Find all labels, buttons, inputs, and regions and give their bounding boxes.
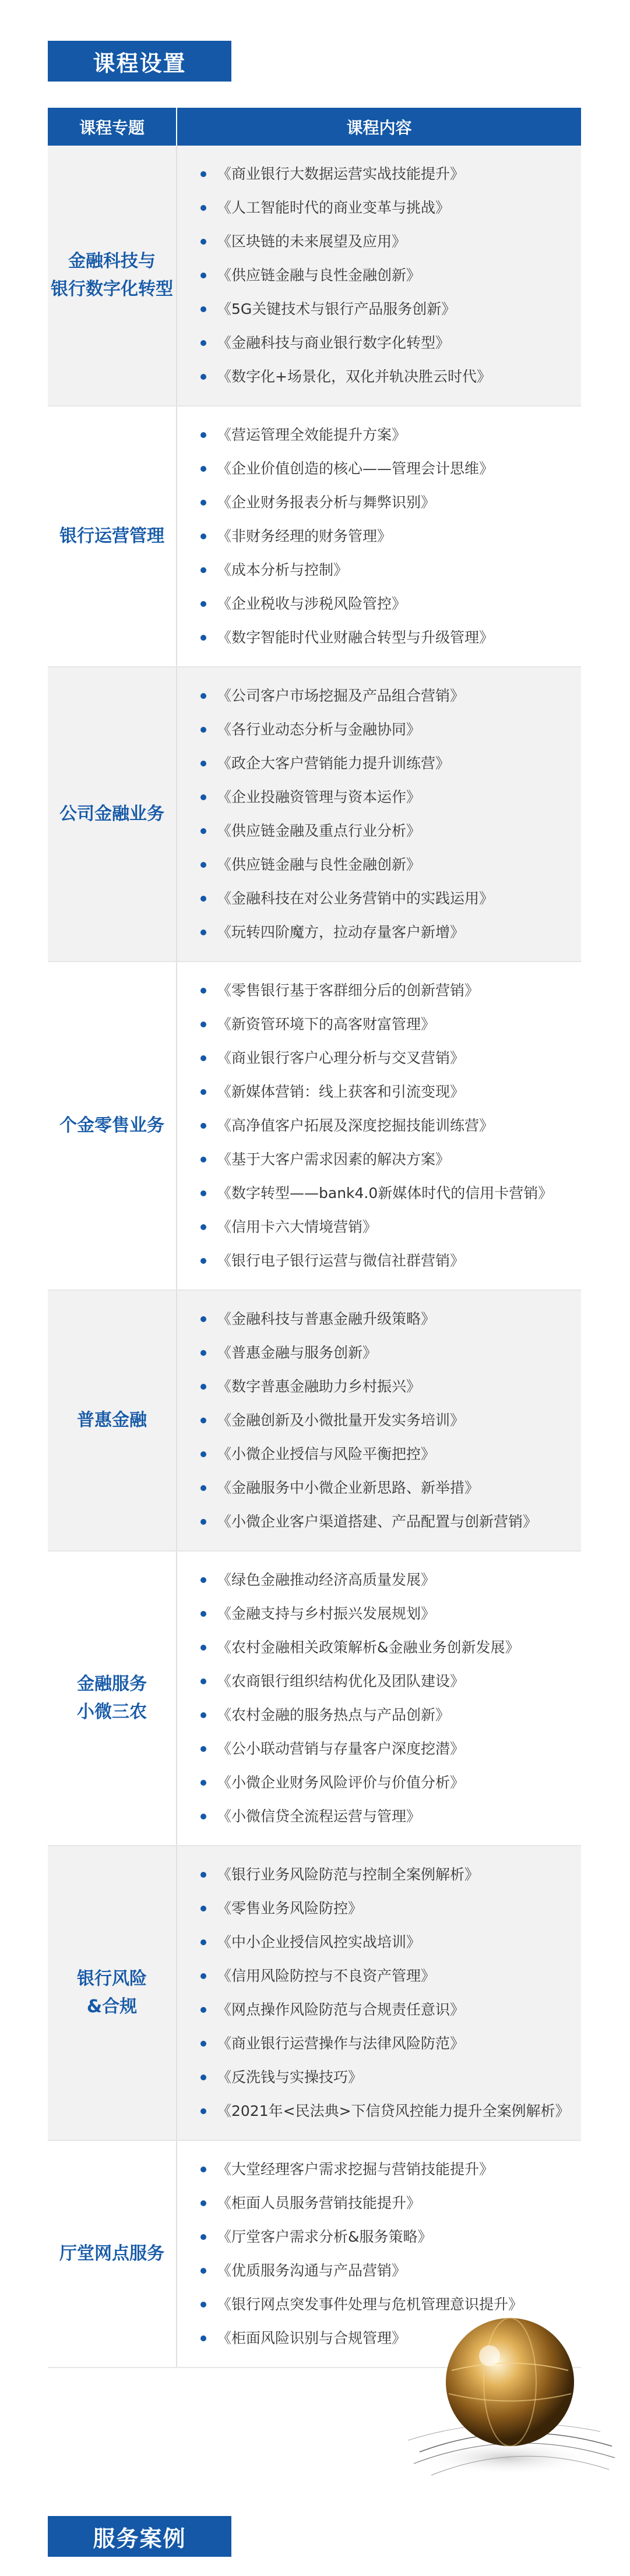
course-item: 《柜面人员服务营销技能提升》 — [200, 2186, 581, 2220]
course-item: 《企业价值创造的核心——管理会计思维》 — [200, 452, 581, 486]
course-topic: 银行风险 &合规 — [48, 1846, 177, 2140]
course-groups — [48, 146, 581, 2368]
course-item: 《金融支持与乡村振兴发展规划》 — [200, 1597, 581, 1631]
course-list — [177, 1552, 581, 1845]
course-item: 《政企大客户营销能力提升训练营》 — [200, 747, 581, 780]
course-item: 《银行网点突发事件处理与危机管理意识提升》 — [200, 2288, 581, 2321]
course-item: 《企业财务报表分析与舞弊识别》 — [200, 486, 581, 520]
course-topic: 金融科技与 银行数字化转型 — [48, 146, 177, 405]
course-topic: 厅堂网点服务 — [48, 2141, 177, 2367]
course-item: 《信用卡六大情境营销》 — [200, 1210, 581, 1244]
course-group-row — [48, 1552, 581, 1846]
course-item: 《厅堂客户需求分析&服务策略》 — [200, 2220, 581, 2254]
course-item: 《网点操作风险防范与合规责任意识》 — [200, 1993, 581, 2027]
course-item: 《零售业务风险防控》 — [200, 1892, 581, 1925]
course-item: 《金融科技与商业银行数字化转型》 — [200, 326, 581, 360]
course-item: 《非财务经理的财务管理》 — [200, 520, 581, 553]
course-item: 《农村金融相关政策解析&金融业务创新发展》 — [200, 1631, 581, 1665]
course-group-row — [48, 407, 581, 667]
section-title-service-cases: 服务案例 — [48, 2516, 231, 2557]
course-group-row — [48, 667, 581, 962]
course-item: 《新资管环境下的高客财富管理》 — [200, 1008, 581, 1041]
course-table — [48, 108, 581, 2368]
course-list — [177, 1846, 581, 2140]
course-item: 《高净值客户拓展及深度挖掘技能训练营》 — [200, 1109, 581, 1143]
course-item: 《优质服务沟通与产品营销》 — [200, 2254, 581, 2288]
course-item: 《农商银行组织结构优化及团队建设》 — [200, 1665, 581, 1698]
course-item: 《供应链金融及重点行业分析》 — [200, 814, 581, 848]
header-content: 课程内容 — [346, 118, 412, 137]
course-item: 《信用风险防控与不良资产管理》 — [200, 1959, 581, 1993]
course-item: 《公小联动营销与存量客户深度挖潜》 — [200, 1732, 581, 1766]
course-item: 《金融创新及小微批量开发实务培训》 — [200, 1404, 581, 1437]
course-item: 《企业税收与涉税风险管控》 — [200, 587, 581, 621]
course-item: 《数字转型——bank4.0新媒体时代的信用卡营销》 — [200, 1176, 581, 1210]
course-item: 《商业银行大数据运营实战技能提升》 — [200, 157, 581, 191]
course-item: 《金融科技与普惠金融升级策略》 — [200, 1302, 581, 1336]
course-item: 《人工智能时代的商业变革与挑战》 — [200, 191, 581, 225]
course-item: 《中小企业授信风控实战培训》 — [200, 1925, 581, 1959]
course-item: 《5G关键技术与银行产品服务创新》 — [200, 292, 581, 326]
course-item: 《区块链的未来展望及应用》 — [200, 225, 581, 259]
course-group-row — [48, 1846, 581, 2141]
course-item: 《玩转四阶魔方，拉动存量客户新增》 — [200, 916, 581, 949]
course-item: 《基于大客户需求因素的解决方案》 — [200, 1143, 581, 1176]
course-item: 《数字智能时代业财融合转型与升级管理》 — [200, 621, 581, 655]
course-item: 《银行业务风险防范与控制全案例解析》 — [200, 1858, 581, 1892]
course-item: 《供应链金融与良性金融创新》 — [200, 848, 581, 882]
course-item: 《小微企业财务风险评价与价值分析》 — [200, 1766, 581, 1800]
course-item: 《大堂经理客户需求挖掘与营销技能提升》 — [200, 2153, 581, 2186]
table-header — [48, 108, 581, 146]
course-item: 《新媒体营销：线上获客和引流变现》 — [200, 1075, 581, 1109]
course-list — [177, 962, 581, 1289]
course-group-row — [48, 1291, 581, 1552]
course-item: 《普惠金融与服务创新》 — [200, 1336, 581, 1370]
course-item: 《各行业动态分析与金融协同》 — [200, 713, 581, 747]
course-item: 《农村金融的服务热点与产品创新》 — [200, 1698, 581, 1732]
course-topic: 个金零售业务 — [48, 962, 177, 1289]
course-item: 《公司客户市场挖掘及产品组合营销》 — [200, 679, 581, 713]
course-item: 《柜面风险识别与合规管理》 — [200, 2321, 581, 2355]
course-item: 《金融科技在对公业务营销中的实践运用》 — [200, 882, 581, 916]
course-item: 《数字化+场景化，双化并轨决胜云时代》 — [200, 360, 581, 394]
globe-decoration-image — [408, 2301, 618, 2487]
course-item: 《反洗钱与实操技巧》 — [200, 2061, 581, 2094]
course-topic: 公司金融业务 — [48, 667, 177, 961]
course-item: 《小微企业客户渠道搭建、产品配置与创新营销》 — [200, 1505, 581, 1539]
course-topic: 银行运营管理 — [48, 407, 177, 666]
course-item: 《商业银行运营操作与法律风险防范》 — [200, 2027, 581, 2061]
course-item: 《成本分析与控制》 — [200, 553, 581, 587]
course-item: 《银行电子银行运营与微信社群营销》 — [200, 1244, 581, 1278]
section-title-course-settings: 课程设置 — [48, 41, 231, 82]
course-list — [177, 146, 581, 405]
course-item: 《绿色金融推动经济高质量发展》 — [200, 1563, 581, 1597]
course-group-row — [48, 146, 581, 407]
course-item: 《小微企业授信与风险平衡把控》 — [200, 1437, 581, 1471]
course-list — [177, 1291, 581, 1550]
course-item: 《金融服务中小微企业新思路、新举措》 — [200, 1471, 581, 1505]
course-item: 《企业投融资管理与资本运作》 — [200, 780, 581, 814]
course-list — [177, 667, 581, 961]
course-group-row — [48, 962, 581, 1291]
course-item: 《小微信贷全流程运营与管理》 — [200, 1800, 581, 1833]
course-item: 《零售银行基于客群细分后的创新营销》 — [200, 974, 581, 1008]
header-topic: 课程专题 — [48, 108, 177, 146]
course-list — [177, 407, 581, 666]
course-item: 《商业银行客户心理分析与交叉营销》 — [200, 1041, 581, 1075]
course-topic: 金融服务 小微三农 — [48, 1552, 177, 1845]
course-topic: 普惠金融 — [48, 1291, 177, 1550]
course-item: 《供应链金融与良性金融创新》 — [200, 259, 581, 292]
course-item: 《2021年<民法典>下信贷风控能力提升全案例解析》 — [200, 2094, 581, 2128]
course-item: 《数字普惠金融助力乡村振兴》 — [200, 1370, 581, 1404]
course-item: 《营运管理全效能提升方案》 — [200, 418, 581, 452]
